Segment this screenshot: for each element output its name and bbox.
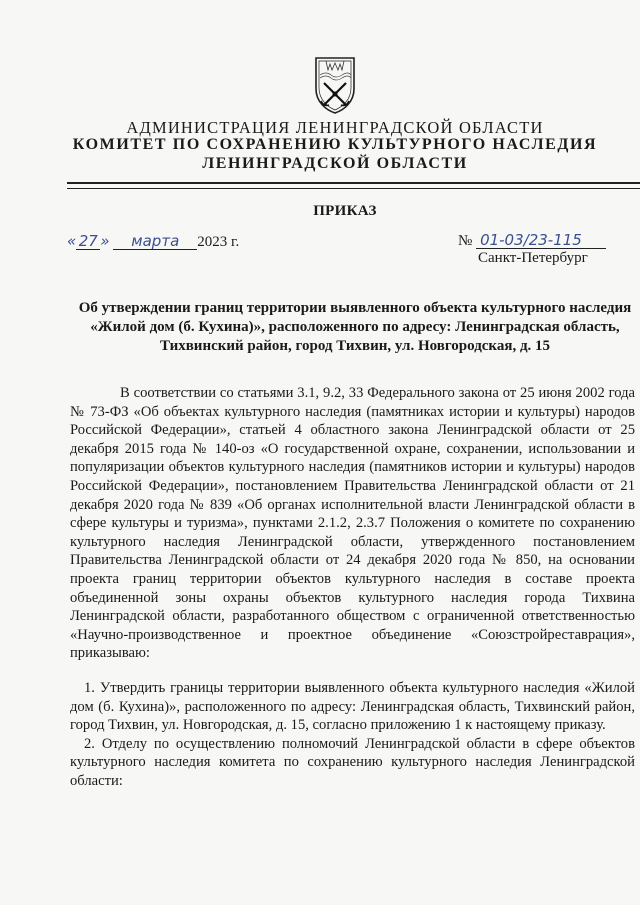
order-city: Санкт-Петербург: [478, 250, 588, 266]
header-region: ЛЕНИНГРАДСКОЙ ОБЛАСТИ: [202, 155, 468, 172]
order-body: [70, 384, 635, 790]
paragraph-preamble: В соответствии со статьями 3.1, 9.2, 33 Федерального закона от 25 июня 2002 года № 73-ФЗ «Об объектах культурного наследия (памятниках истории и культуры) народов Российской Федерации», статьей 4 областного закона Ленинградской области от 25 декабря 2015 года № 140-оз «О государственной охране, сохранении, использовании и популяризации объектов культурного наследия (памятников истории и культуры) народов Российской Федерации», постановлением Правительства Ленинградской области от 21 декабря 2020 года № 839 «Об органах исполнительной власти Ленинградской области в сфере культуры и туризма», пунктами 2.1.2, 2.3.7 Положения о комитете по сохранению культурного наследия Ленинградской области, утвержденного постановлением Правительства Ленинградской области от 24 декабря 2020 года № 850, на основании проекта границ территории объектов культурного наследия в составе проекта объединенной зоны охраны объектов культурного наследия города Тихвина Ленинградской области, разработанного обществом с ограниченной ответственностью «Научно-производственное и проектное объединение «Союзстройреставрация», приказываю:: [70, 385, 635, 662]
order-title: ПРИКАЗ: [313, 203, 377, 219]
header-divider-thin: [67, 188, 640, 189]
coat-of-arms-icon: [312, 55, 358, 115]
number-value: 01-03/23-115: [476, 232, 606, 249]
header-committee: КОМИТЕТ ПО СОХРАНЕНИЮ КУЛЬТУРНОГО НАСЛЕДИЯ: [72, 136, 598, 153]
date-month: марта: [113, 233, 197, 250]
order-date: [67, 232, 239, 251]
order-number: [458, 232, 606, 250]
date-year: 2023 г.: [197, 234, 240, 250]
date-quote-open: «: [67, 232, 77, 250]
header-administration: АДМИНИСТРАЦИЯ ЛЕНИНГРАДСКОЙ ОБЛАСТИ: [126, 118, 544, 137]
date-day: 27: [76, 233, 100, 250]
order-subject: Об утверждении границ территории выявленного объекта культурного наследия «Жилой дом (б. Кухина)», расположенного по адресу: Ленинградская область, Тихвинский район, город Тихвин, ул. Новгородская, д. 15: [78, 300, 632, 354]
header-divider-thick: [67, 182, 640, 184]
number-prefix: №: [458, 233, 473, 249]
paragraph-item-1: 1. Утвердить границы территории выявленного объекта культурного наследия «Жилой дом (б. Кухина)», расположенного по адресу: Ленинградская область, Тихвинский район, город Тихвин, ул. Новгородская, д. 15, согласно приложению 1 к настоящему приказу.: [70, 679, 635, 734]
paragraph-item-2: 2. Отделу по осуществлению полномочий Ленинградской области в сфере объектов культурного наследия комитета по сохранению культурного наследия Ленинградской области:: [70, 735, 635, 789]
date-quote-close: »: [100, 232, 110, 250]
